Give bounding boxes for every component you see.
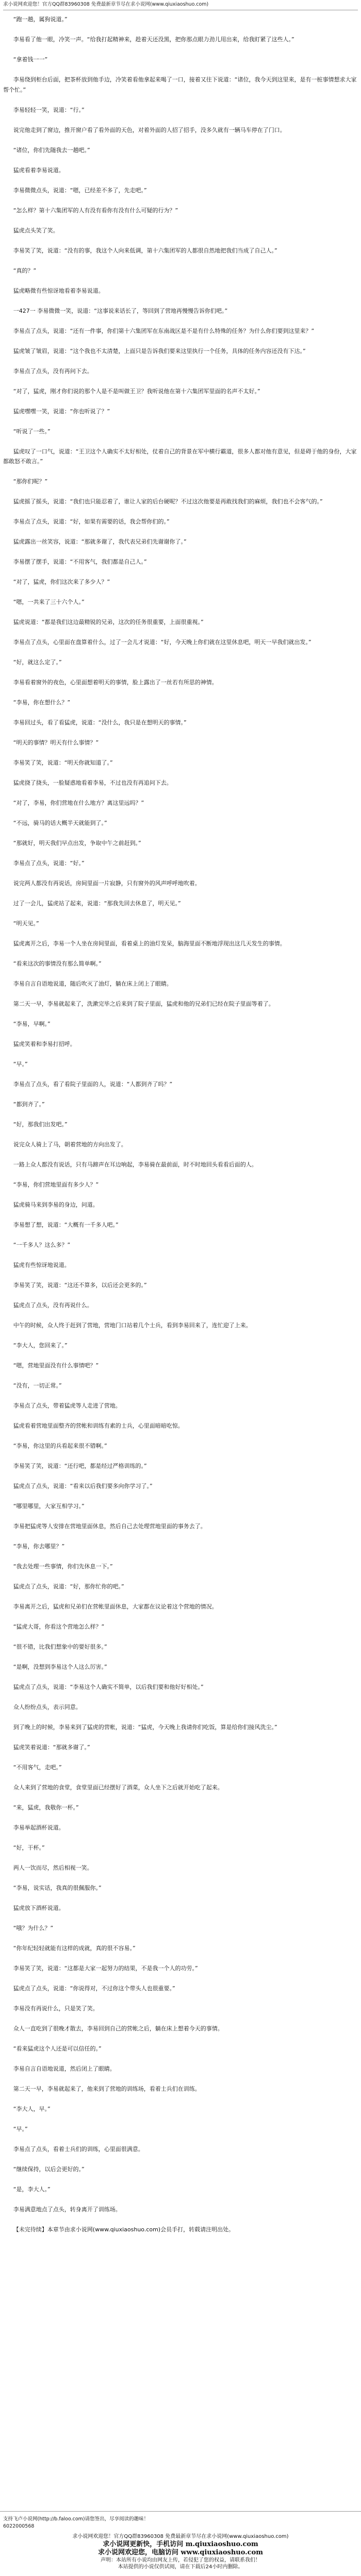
- footer: [0, 2509, 361, 2571]
- paragraph: “好，就这么定了。”: [13, 659, 62, 666]
- paragraph: 说完两人都没有再说话，房间里面一片寂静，只有窗外的风声呼呼地吹着。: [13, 880, 201, 887]
- paragraph: 猛虎看着李易说道。: [13, 166, 64, 174]
- paragraph: 猛虎离开之后，李易一个人坐在房间里面，看着桌上的油灯发呆，脑海里面不断地浮现出这几天发生的事情。: [13, 940, 286, 947]
- paragraph: 众人纷纷点头，表示同意。: [13, 1704, 81, 1710]
- paragraph: “我去处理一些事情，你们先休息一下。”: [13, 1563, 113, 1570]
- footer-links: [0, 2516, 361, 2530]
- paragraph: 猛虎骑马来到李易的身边，问道。: [13, 1201, 99, 1208]
- paragraph: 李易点了点头，说道：“好，如果有需要的话，我会帮你们的。”: [13, 518, 170, 525]
- paragraph: “李易，你去哪里？”: [13, 1543, 65, 1550]
- paragraph: 李易微微点头，说道：“嗯，已经差不多了，先走吧。”: [13, 187, 147, 194]
- paragraph: 李易看了他一眼，冷笑一声。“给我打起精神来，趁着天还没黑，把你那点眼力劲儿用出来，给我盯紧了这些人。”: [13, 36, 294, 43]
- paragraph: “听说了一些。”: [13, 428, 51, 435]
- paragraph: 李易笑了笑，说道：“没有的事，我这个人向来低调，第十六集团军的人都很自然地把我们当成了自己人。”: [13, 247, 277, 254]
- paragraph: 猛虎说道：“都是我们这边最精锐的兄弟，这次的任务很重要，上面很重视。”: [13, 619, 204, 625]
- paragraph: 李易没有再说什么，只是笑了笑。: [13, 2005, 99, 2012]
- paragraph: 第二天一早，李易就起来了，洗漱完毕之后来到了院子里面，猛虎和他的兄弟们已经在院子里面等着了。: [13, 1001, 274, 1007]
- paragraph: “那就好，明天我们早点出发，争取中午之前赶到。”: [13, 840, 141, 846]
- paragraph: “很不错，比我们想象中的要好很多。”: [13, 1643, 107, 1650]
- paragraph: 猛虎点了点头，说道：“李易这个人确实不简单，以后我们要和他好好相处。”: [13, 1684, 204, 1690]
- paragraph: “一千多人？这么多？”: [13, 1242, 71, 1248]
- paragraph: 李易自言自语地说道，随后吹灭了油灯，躺在床上闭上了眼睛。: [13, 980, 172, 987]
- paragraph: 猛虎点了点头，没有再说什么。: [13, 1302, 93, 1309]
- paragraph: “哦？为什么？”: [13, 1925, 54, 1931]
- paragraph: 李易笑了笑，说道：“还行吧，都是经过严格训练的。”: [13, 1463, 147, 1469]
- paragraph: 李易点了点头，看了看院子里面的人，说道：“人都到齐了吗？”: [13, 1081, 173, 1088]
- chapter-more: [3, 1421, 358, 2215]
- paragraph: “明天的事情？明天有什么事情？”: [13, 739, 99, 746]
- paragraph: 李易笑了笑，说道：“这都是大家一起努力的结果，不是我一个人的功劳。”: [13, 1965, 198, 1972]
- paragraph: “李大人，您回来了。”: [13, 1342, 68, 1349]
- footer-code: 6022000568: [3, 2523, 35, 2529]
- paragraph: 猛虎放下酒杯说道。: [13, 1905, 64, 1911]
- paragraph: 中午的时候，众人终于赶到了营地，营地门口站着几个士兵，看到李易回来了，连忙迎了上来。: [13, 1322, 252, 1329]
- paragraph: 李易把猛虎等人安排在营地里面休息，然后自己去处理营地里面的事务去了。: [13, 1523, 206, 1530]
- paragraph: 李易离开之后，猛虎和兄弟们在营帐里面休息，大家都在议论着这个营地的情况。: [13, 1603, 218, 1610]
- paragraph: 一427一 李易微微一笑，说道：“这事说来话长了，等回到了营地再慢慢告诉你们吧。”: [13, 307, 228, 314]
- paragraph: “李易，说实话，我真的很佩服你。”: [13, 1885, 102, 1891]
- paragraph: 李易自言自语地说道，然后闭上了眼睛。: [13, 2065, 116, 2072]
- chapter-content: [3, 14, 358, 2235]
- paragraph: 李易笑了笑，说道：“明天你就知道了。”: [13, 759, 113, 766]
- paragraph: “李易，你在想什么？”: [13, 699, 71, 706]
- paragraph: 猛虎有些惊讶地说道。: [13, 1262, 70, 1268]
- paragraph: 猛虎露出一丝笑容，说道：“那就多谢了，我代表兄弟们先谢谢你了。”: [13, 538, 187, 545]
- paragraph: 猛虎挠了挠头，一脸疑惑地看着李易，不过也没有再追问下去。: [13, 779, 172, 786]
- paragraph: “不远，骑马的话大概半天就能到了。”: [13, 820, 107, 826]
- paragraph: “好，干杯。”: [13, 1844, 45, 1851]
- paragraph: 李易点了点头，说道：“好。”: [13, 860, 85, 867]
- paragraph: 众人一直吃到了很晚才散去，李易回到自己的营帐之后，躺在床上想着今天的事情。: [13, 2025, 223, 2032]
- paragraph: 众人来到了营地的食堂，食堂里面已经摆好了酒菜，众人坐下之后就开始吃了起来。: [13, 1784, 223, 1791]
- paragraph: “没有，一切正常。”: [13, 1382, 62, 1389]
- paragraph: 过了一会儿，猛虎站了起来，说道：“那我先回去休息了，明天见。”: [13, 900, 181, 907]
- paragraph: 李易绕到柜台后面，把茶杯放到他手边，冷笑着看他拿起来喝了一口，接着又往下说道：“诸位，我今天到这里来，是有一桩事情想求大家帮个忙。”: [3, 76, 357, 93]
- paragraph: “对了，猛虎，你们这次来了多少人？”: [13, 579, 110, 585]
- support-link[interactable]: [3, 2516, 358, 2523]
- paragraph: 说完他走到了窗边，推开窗户看了看外面的天色，对着外面的人招了招手，没多久就有一辆马车停在了门口。: [13, 126, 286, 133]
- paragraph: “是啊，没想到李易这个人这么厉害。”: [13, 1664, 107, 1670]
- paragraph: “李易，你这里的兵看起来很不错啊。”: [13, 1443, 107, 1449]
- paragraph: 李易点了点头，看着士兵们的训练，心里面很满意。: [13, 2146, 144, 2153]
- paragraph: “是，李大人。”: [13, 2186, 51, 2193]
- paragraph: “猛虎大哥，你看这个营地怎么样？”: [13, 1623, 105, 1630]
- paragraph: 李易满意地点了点头，转身离开了训练场。: [13, 2206, 121, 2213]
- disclaimer-line-1: 声明：本站所有小说均由网友上传，若侵犯了您的权益，请联系我们！: [101, 2557, 260, 2563]
- paragraph: 李易点了点头，心里面在盘算着什么，过了一会儿才说道：“好，今天晚上你们就在这里休息吧，明天一早我们就出发。”: [13, 639, 311, 646]
- paragraph: “来，猛虎，我敬你一杯。”: [13, 1804, 79, 1811]
- footer-bottom: [0, 2533, 361, 2571]
- paragraph: 猛虎嘿嘿一笑，说道：“你也听说了？”: [13, 408, 110, 415]
- paragraph: 李易回过头，看了看猛虎，说道：“没什么，我只是在想明天的事情。”: [13, 719, 187, 726]
- paragraph: 李易轻轻一笑，说道：“行。”: [13, 106, 85, 113]
- paragraph: 李易想了想，说道：“大概有一千多人吧。”: [13, 1222, 119, 1228]
- paragraph: “怎么样？第十六集团军的人有没有看你有没有什么可疑的行为？”: [13, 207, 178, 214]
- paragraph: 猛虎略微有些惊讶地看着李易说道。: [13, 287, 104, 294]
- chapter-ending: 【未完待续】本章节由求小说网(www.qiuxiaoshuo.com)会员手打，转载请注明出处。: [13, 2226, 235, 2233]
- paragraph: 猛虎摇了摇头，说道：“我们也只能忍着了，谁让人家的后台硬呢？不过这次他要是再敢找我们的麻烦，我们也不会客气的。”: [13, 498, 323, 505]
- site-notice: 求小说网欢迎您！官方QQ群83960308 免费最新章节尽在求小说网(www.qiuxiaoshuo.com): [3, 2, 209, 7]
- paragraph: 李易点了点头，带着猛虎等人走进了营地。: [13, 1402, 121, 1409]
- chapter-body: [3, 75, 358, 1411]
- paragraph: 两人一饮而尽，然后相视一笑。: [13, 1865, 93, 1871]
- support-link-text[interactable]: 支持飞卢小说网(http://b.faloo.com)请您签出，尽享阅读的趣味！: [3, 2516, 149, 2522]
- brand-line-desktop: 求小说网欢迎您，电脑访问 www.qiuxiaoshuo.com: [97, 2548, 264, 2556]
- paragraph: 猛虎看着营地里面整齐的营帐和训练有素的士兵，心里面暗暗吃惊。: [13, 1422, 184, 1429]
- paragraph: “你年纪轻轻就能有这样的成就，真的很不容易。”: [13, 1945, 136, 1952]
- paragraph: 李易看着窗外的夜色，心里面想着明天的事情，脸上露出了一丝若有所思的神情。: [13, 679, 218, 686]
- paragraph: 说完众人骑上了马，朝着营地的方向出发了。: [13, 1141, 127, 1148]
- paragraph: “嗯，一共来了三十六个人。”: [13, 599, 85, 605]
- paragraph: “早。”: [13, 2126, 28, 2132]
- paragraph: “对了，猛虎，刚才你们说的那个人是不是叫做王卫？我听说他在第十六集团军里面的名声不太好。”: [13, 387, 260, 395]
- paragraph: 李易点了点头，说道：“还有一件事，你们第十六集团军在东南战区是不是有什么特殊的任务？为什么你们要到这里来？”: [13, 327, 315, 334]
- paragraph: “哪里哪里，大家互相学习。”: [13, 1503, 85, 1510]
- paragraph: 李易举起酒杯说道。: [13, 1824, 64, 1831]
- paragraph: “早。”: [13, 1061, 28, 1067]
- paragraph: 猛虎点了点头，说道：“你说得对，不过你这个带头人也很重要。”: [13, 1985, 175, 1992]
- chapter-intro: [3, 14, 358, 65]
- paragraph: 猛虎叹了一口气，说道：“王卫这个人确实不太好相处，仗着自己的背景在军中横行霸道，很多人都对他有意见，但是碍于他的身份，大家都敢怒不敢言。”: [3, 448, 357, 465]
- paragraph: “好，那我们出发吧。”: [13, 1121, 68, 1128]
- paragraph: “继续保持，以后会更好的。”: [13, 2166, 85, 2173]
- paragraph: “诸位，你们先随我去一趟吧。”: [13, 146, 90, 154]
- disclaimer-line-2: 本站提供的小说仅供试阅，请在下载后24小时内删除。: [118, 2564, 243, 2570]
- paragraph: 猛虎点了点头，说道：“好，那你忙你的吧。”: [13, 1583, 124, 1590]
- paragraph: “看来猛虎这个人还是可以信任的。”: [13, 2045, 102, 2052]
- paragraph: “跑一趟，属狗说道。”: [13, 16, 68, 23]
- paragraph: 猛虎点了点头，说道：“看来以后我们要多向你学习了。”: [13, 1483, 153, 1489]
- paragraph: 李易摆了摆手，说道：“不用客气，我们都是自己人。”: [13, 558, 147, 565]
- divider: [0, 2511, 361, 2512]
- brand-line-mobile: 求小说网更新快，手机访问 m.qiuxiaoshuo.com: [103, 2540, 258, 2548]
- paragraph: 猛虎皱了皱眉，说道：“这个我也不太清楚，上面只是告诉我们要来这里执行一个任务，具体的任务内容还没有下达。”: [13, 347, 306, 354]
- paragraph: “不用客气，走吧。”: [13, 1764, 62, 1771]
- paragraph: 第二天一早，李易就起来了，他来到了营地的训练场，看着士兵们在训练。: [13, 2086, 201, 2092]
- paragraph: “李大人，早。”: [13, 2106, 51, 2112]
- paragraph: “李易，你们营地里面有多少人？”: [13, 1181, 99, 1188]
- paragraph: “对了，李易，你们营地在什么地方？离这里远吗？”: [13, 800, 144, 806]
- paragraph: 到了晚上的时候，李易来到了猛虎的营帐，说道：“猛虎，今天晚上我请你们吃饭，算是给你们接风洗尘。”: [13, 1724, 277, 1731]
- paragraph: 一路上众人都没有说话，只有马蹄声在耳边响起，李易骑在最前面，时不时地回头看看后面的人。: [13, 1161, 257, 1168]
- paragraph: “嗯，营地里面没有什么事情吧？”: [13, 1362, 99, 1369]
- paragraph: “看来这次的事情没有那么简单啊。”: [13, 960, 102, 967]
- paragraph: 猛虎笑着和李易打招呼。: [13, 1041, 76, 1047]
- paragraph: “李易，早啊。”: [13, 1021, 51, 1027]
- footer-notice: 求小说网欢迎您！官方QQ群83960308 免费最新章节尽在求小说网(www.qiuxiaoshuo.com): [72, 2534, 289, 2539]
- paragraph: “都到齐了。”: [13, 1101, 45, 1108]
- paragraph: “明天见。”: [13, 920, 39, 927]
- paragraph: 猛虎笑着说道：“那就多谢了。”: [13, 1744, 90, 1751]
- paragraph: “拿着钱一一”: [13, 56, 48, 63]
- paragraph: “真的？”: [13, 267, 37, 274]
- paragraph: 李易点了点头，没有再问下去。: [13, 367, 93, 375]
- paragraph: 李易笑了笑，说道：“这还不算多，以后还会更多的。”: [13, 1282, 147, 1289]
- paragraph: 猛虎点头笑了笑。: [13, 227, 59, 234]
- paragraph: “那你们呢？”: [13, 478, 48, 485]
